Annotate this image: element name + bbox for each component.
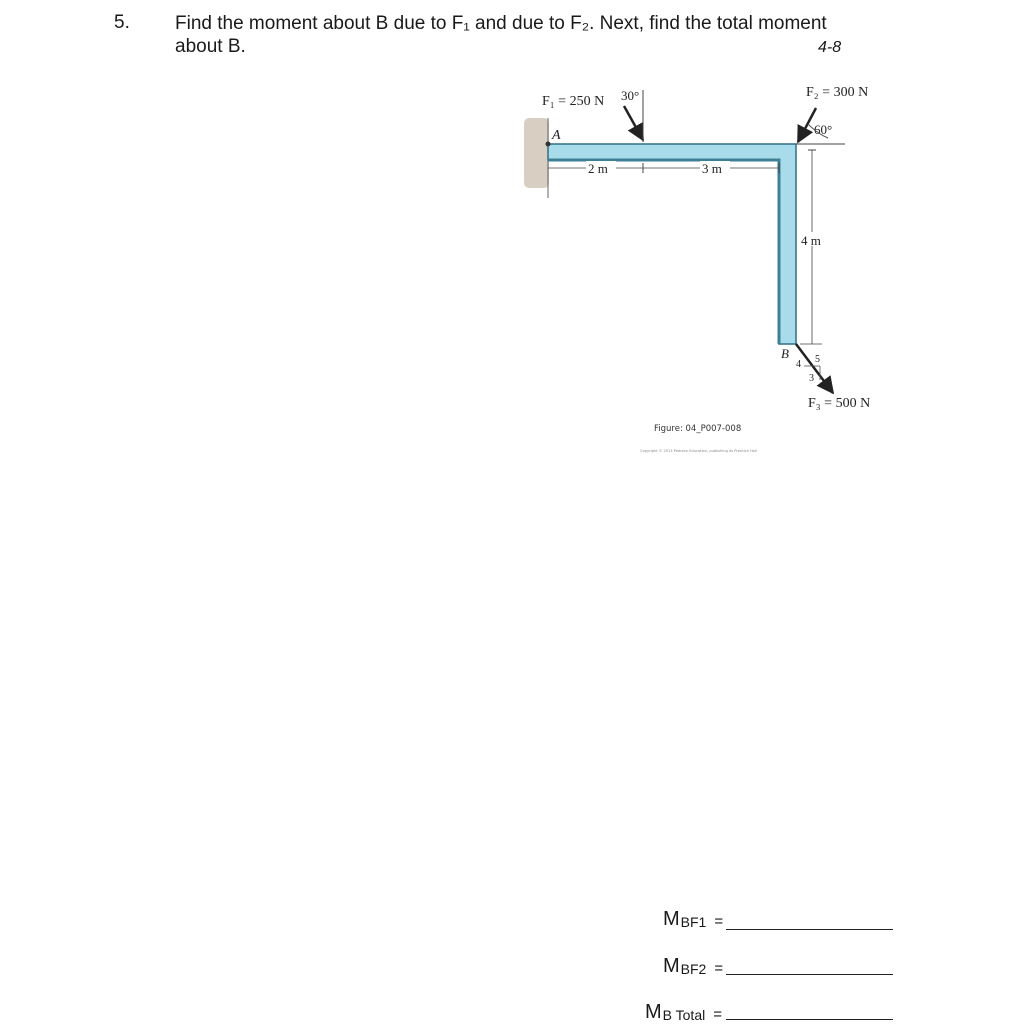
answer-label-bf2-sub: BF2 <box>680 961 707 977</box>
dimension-4m: 4 m <box>801 233 821 248</box>
answer-blank-b-total[interactable] <box>726 1019 893 1020</box>
point-b-label: B <box>781 346 789 361</box>
answer-label-b-total-main: M <box>645 1001 662 1023</box>
slope-3: 3 <box>809 373 814 384</box>
l-shaped-beam <box>548 144 796 344</box>
answer-blank-bf2[interactable] <box>726 974 893 975</box>
dimension-3m: 3 m <box>702 161 722 176</box>
problem-figure <box>520 70 900 460</box>
answer-equals-b-total: = <box>713 1006 722 1023</box>
answer-row-bf1 <box>663 908 723 931</box>
answer-label-bf1-main: M <box>663 908 680 930</box>
f2-angle-label: 60° <box>814 122 833 137</box>
point-a-label: A <box>552 128 561 143</box>
answer-blank-bf1[interactable] <box>726 929 893 930</box>
f1-force-arrow <box>624 106 643 140</box>
f1-label: F₁ = 250 N <box>542 94 605 109</box>
f3-label: F₃ = 500 N <box>808 396 871 411</box>
problem-reference: 4-8 <box>818 39 842 56</box>
answer-equals-bf1: = <box>714 913 724 930</box>
wall-support <box>524 118 549 188</box>
f1-angle-label: 30° <box>621 88 640 103</box>
figure-copyright: Copyright © 2013 Pearson Education, publishing as Prentice Hall <box>640 449 757 453</box>
figure-caption: Figure: 04_P007-008 <box>654 424 742 434</box>
dimension-2m: 2 m <box>588 161 608 176</box>
slope-5: 5 <box>815 354 820 365</box>
question-text: Find the moment about B due to F₁ and due to F₂. Next, find the total moment about B. <box>175 13 827 57</box>
answer-row-bf2 <box>663 955 723 978</box>
answer-label-bf1-sub: BF1 <box>680 914 707 930</box>
answer-label-b-total-sub: B Total <box>662 1007 706 1023</box>
answer-label-bf2-main: M <box>663 955 680 977</box>
f2-label: F₂ = 300 N <box>806 85 869 100</box>
f3-force-arrow <box>796 344 833 393</box>
slope-4: 4 <box>796 359 801 370</box>
answer-label-bf2 <box>663 955 706 978</box>
answer-equals-bf2: = <box>714 960 724 977</box>
question-number: 5. <box>114 12 130 33</box>
answer-row-b-total <box>645 1001 722 1024</box>
answer-label-bf1 <box>663 908 706 931</box>
answer-label-b-total <box>645 1001 705 1024</box>
